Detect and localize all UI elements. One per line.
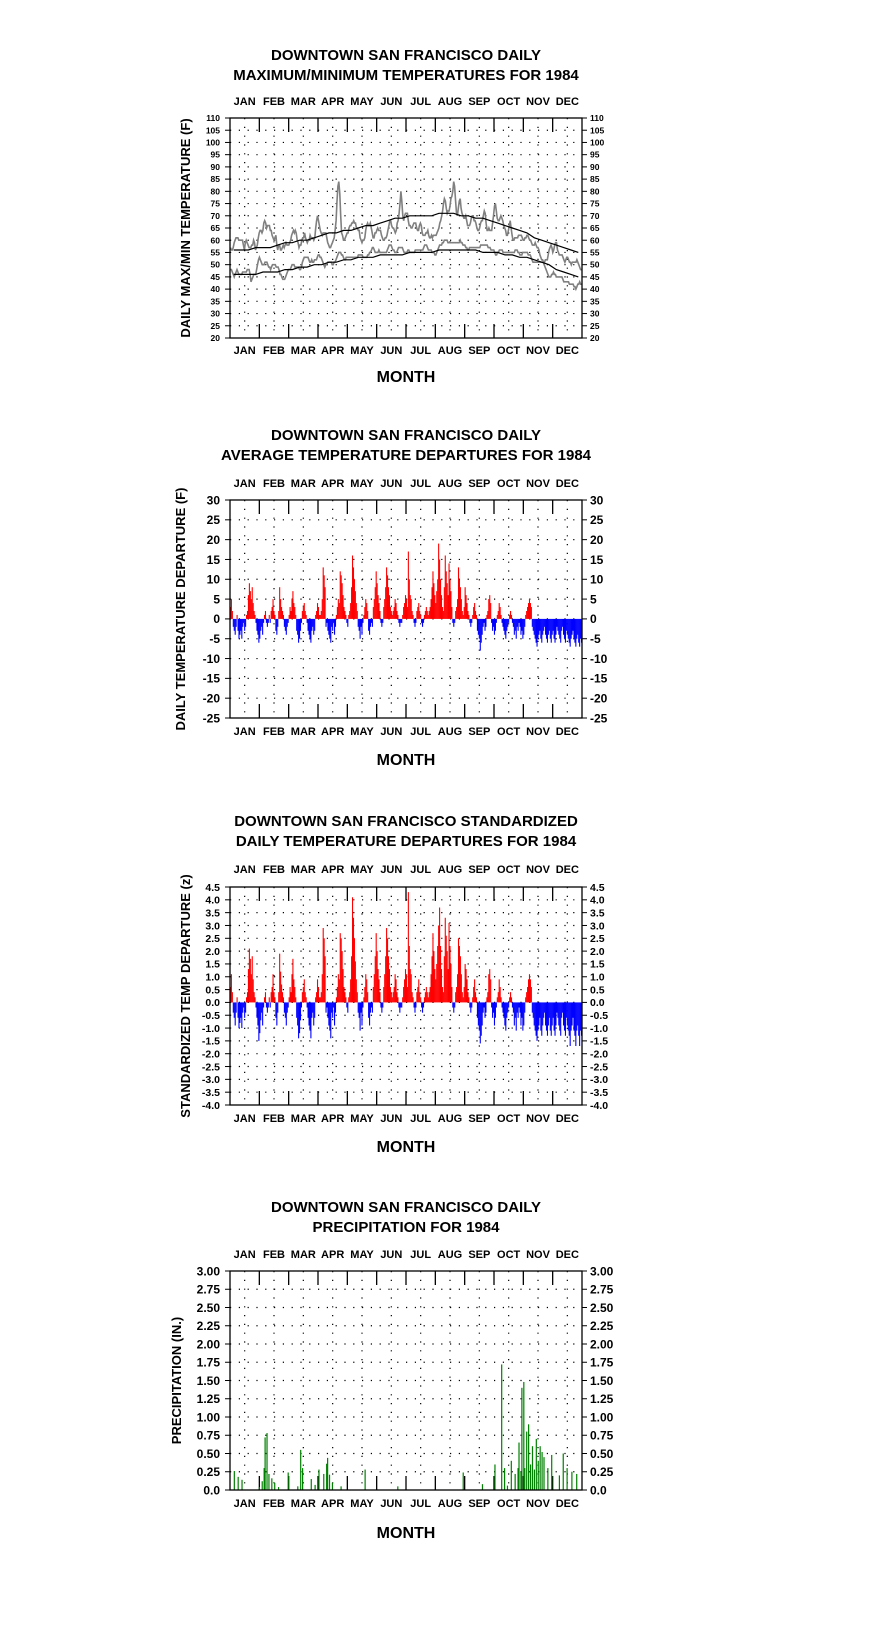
month-label-top: JUN [380,478,403,490]
month-label-bottom: JUL [410,1113,432,1125]
y-tick-label-left: -1.0 [201,1022,220,1035]
y-tick-label-left: -2.0 [201,1048,220,1061]
y-tick-label-right: 20 [590,333,600,344]
y-tick-label-left: 0.75 [196,1428,220,1443]
month-label-bottom: NOV [526,345,550,357]
y-tick-label-right: 110 [590,113,604,124]
y-tick-label-right: 10 [590,572,604,587]
month-label-top: JAN [233,1249,256,1261]
month-label-bottom: JAN [233,1498,256,1510]
y-tick-label-left: 30 [210,308,220,319]
month-label-bottom: FEB [263,345,285,357]
month-label-bottom: DEC [555,1498,579,1510]
month-label-top: MAY [350,864,374,876]
month-label-top: JUL [410,1249,432,1261]
y-tick-label-right: -25 [590,711,608,726]
month-label-bottom: JAN [233,726,256,738]
y-tick-label-left: 1.50 [196,1373,220,1388]
y-tick-label-left: 2.50 [196,1300,220,1315]
y-tick-label-left: 90 [210,161,220,172]
y-tick-label-left: 20 [210,333,220,344]
y-tick-label-left: 15 [206,552,220,567]
chart-title-line: DOWNTOWN SAN FRANCISCO DAILY [271,1199,541,1216]
y-tick-label-left: 0 [213,612,220,627]
month-label-top: NOV [526,478,550,490]
month-label-bottom: NOV [526,726,550,738]
y-tick-label-left: -3.0 [201,1074,220,1087]
y-tick-label-left: -0.5 [201,1010,220,1023]
y-tick-label-right: -2.5 [590,1061,609,1074]
month-label-top: DEC [555,1249,579,1261]
month-label-bottom: JUL [410,1498,432,1510]
y-tick-label-left: -10 [202,651,220,666]
y-tick-label-right: 4.0 [590,894,605,907]
month-label-bottom: JUN [380,726,403,738]
x-axis-label: MONTH [376,1525,436,1542]
month-label-top: MAR [290,1249,316,1261]
chart-title-line: DOWNTOWN SAN FRANCISCO DAILY [271,427,541,444]
y-tick-label-right: 1.0 [590,971,605,984]
y-tick-label-left: 2.75 [196,1282,220,1297]
y-tick-label-right: 1.00 [590,1410,614,1425]
y-axis-label: DAILY TEMPERATURE DEPARTURE (F) [173,487,188,731]
y-tick-label-left: 0.25 [196,1465,220,1480]
month-label-bottom: MAY [350,1113,374,1125]
y-tick-label-left: 3.5 [205,907,220,920]
y-tick-label-right: 50 [590,259,600,270]
series-line-4 [234,250,579,277]
month-label-bottom: APR [321,1498,345,1510]
y-tick-label-right: 1.25 [590,1392,614,1407]
month-label-bottom: MAY [350,345,374,357]
y-tick-label-right: -1.0 [590,1022,609,1035]
x-axis-label: MONTH [376,1139,436,1156]
y-tick-label-right: 0 [590,612,597,627]
month-label-top: SEP [468,96,491,108]
y-tick-label-left: 3.0 [205,920,220,933]
month-label-top: MAR [290,478,316,490]
month-label-bottom: MAR [290,726,316,738]
y-tick-label-left: 0.0 [205,997,220,1010]
series-line-1 [231,182,582,270]
month-label-top: JUN [380,1249,403,1261]
month-label-top: APR [321,1249,345,1261]
month-label-top: NOV [526,864,550,876]
y-tick-label-right: 0.50 [590,1446,614,1461]
y-tick-label-right: 55 [590,247,600,258]
month-label-top: JUL [410,478,432,490]
y-tick-label-right: 70 [590,210,600,221]
chart-4 [169,1199,614,1542]
y-tick-label-left: 85 [210,174,220,185]
y-tick-label-left: 80 [210,186,220,197]
y-tick-label-right: 0.25 [590,1465,614,1480]
y-tick-label-right: 0.0 [590,1483,607,1498]
x-axis-label: MONTH [376,752,436,769]
month-label-top: JUN [380,96,403,108]
month-label-bottom: JUL [410,345,432,357]
y-tick-label-right: 40 [590,284,600,295]
chart-title-line: MAXIMUM/MINIMUM TEMPERATURES FOR 1984 [233,67,579,84]
month-label-bottom: JUN [380,1113,403,1125]
y-tick-label-right: 2.25 [590,1319,614,1334]
chart-1 [178,47,604,386]
month-label-top: OCT [497,96,521,108]
y-tick-label-left: -2.5 [201,1061,220,1074]
month-label-bottom: MAR [290,345,316,357]
y-tick-label-left: 2.00 [196,1337,220,1352]
month-label-top: FEB [263,1249,285,1261]
y-tick-label-left: 35 [210,296,220,307]
y-tick-label-left: -25 [202,711,220,726]
chart-3 [178,813,608,1156]
y-tick-label-right: -15 [590,671,608,686]
y-tick-label-right: 15 [590,552,604,567]
month-label-top: JAN [233,96,256,108]
y-tick-label-left: 1.25 [196,1392,220,1407]
y-tick-label-left: 1.00 [196,1410,220,1425]
chart-2 [173,427,608,769]
chart-title-line: DAILY TEMPERATURE DEPARTURES FOR 1984 [235,833,577,850]
month-label-top: FEB [263,478,285,490]
chart-title-line: DOWNTOWN SAN FRANCISCO DAILY [271,47,541,64]
y-tick-label-left: 40 [210,284,220,295]
month-label-top: OCT [497,864,521,876]
y-axis-label: PRECIPITATION (IN.) [169,1316,184,1445]
month-label-bottom: AUG [437,345,463,357]
y-tick-label-left: 1.75 [196,1355,220,1370]
y-tick-label-left: 50 [210,259,220,270]
month-label-top: FEB [263,864,285,876]
y-tick-label-left: 4.0 [205,894,220,907]
month-label-bottom: JUL [410,726,432,738]
month-label-top: AUG [437,96,463,108]
y-tick-label-right: 2.75 [590,1282,614,1297]
y-tick-label-left: -1.5 [201,1035,220,1048]
y-tick-label-right: 45 [590,271,600,282]
y-tick-label-left: -5 [209,632,220,647]
month-label-bottom: JAN [233,1113,256,1125]
y-tick-label-right: 25 [590,513,604,528]
y-tick-label-left: 75 [210,198,220,209]
month-label-bottom: JUN [380,1498,403,1510]
y-tick-label-right: -5 [590,632,601,647]
month-label-top: JUL [410,96,432,108]
month-label-top: FEB [263,96,285,108]
y-tick-label-left: 4.5 [205,881,220,894]
month-label-top: JAN [233,864,256,876]
y-tick-label-left: 65 [210,223,220,234]
month-label-bottom: SEP [468,726,491,738]
y-tick-label-right: 105 [590,125,605,136]
month-label-top: APR [321,96,345,108]
month-label-top: SEP [468,1249,491,1261]
y-tick-label-left: 1.0 [205,971,220,984]
y-tick-label-left: -15 [202,671,220,686]
month-label-bottom: NOV [526,1498,550,1510]
y-tick-label-right: -3.0 [590,1074,609,1087]
month-label-bottom: FEB [263,1113,285,1125]
y-tick-label-left: 55 [210,247,220,258]
y-tick-label-right: 2.00 [590,1337,614,1352]
y-tick-label-right: 60 [590,235,600,246]
month-label-top: AUG [437,1249,463,1261]
month-label-bottom: MAY [350,1498,374,1510]
y-tick-label-right: 0.75 [590,1428,614,1443]
y-tick-label-left: 30 [206,493,220,508]
month-label-bottom: DEC [555,726,579,738]
y-tick-label-right: 1.75 [590,1355,614,1370]
chart-title-line: DOWNTOWN SAN FRANCISCO STANDARDIZED [234,813,578,830]
month-label-top: MAY [350,478,374,490]
y-tick-label-left: -20 [202,691,220,706]
month-label-top: JUN [380,864,403,876]
month-label-bottom: JUN [380,345,403,357]
y-tick-label-right: 1.5 [590,958,605,971]
y-tick-label-left: 110 [206,113,220,124]
month-label-top: AUG [437,864,463,876]
month-label-bottom: OCT [497,1113,521,1125]
month-label-top: APR [321,864,345,876]
y-tick-label-right: 3.5 [590,907,605,920]
y-tick-label-right: 2.5 [590,933,605,946]
y-tick-label-left: 10 [206,572,220,587]
month-label-bottom: OCT [497,726,521,738]
month-label-bottom: DEC [555,1113,579,1125]
y-tick-label-left: 100 [205,137,220,148]
month-label-top: SEP [468,864,491,876]
month-label-bottom: APR [321,726,345,738]
y-tick-label-left: 60 [210,235,220,246]
month-label-top: MAR [290,864,316,876]
month-label-top: JAN [233,478,256,490]
y-tick-label-right: 0.5 [590,984,605,997]
month-label-bottom: APR [321,345,345,357]
month-label-bottom: JAN [233,345,256,357]
y-tick-label-left: 0.0 [203,1483,220,1498]
y-tick-label-left: 2.0 [205,945,220,958]
month-label-top: JUL [410,864,432,876]
chart-title-line: AVERAGE TEMPERATURE DEPARTURES FOR 1984 [220,447,592,464]
y-tick-label-right: 20 [590,532,604,547]
y-tick-label-right: 100 [590,137,605,148]
month-label-bottom: MAR [290,1113,316,1125]
y-tick-label-right: 30 [590,308,600,319]
y-tick-label-left: 70 [210,210,220,221]
month-label-top: OCT [497,1249,521,1261]
month-label-bottom: OCT [497,1498,521,1510]
chart-title-line: PRECIPITATION FOR 1984 [312,1219,500,1236]
y-tick-label-right: -1.5 [590,1035,609,1048]
month-label-bottom: APR [321,1113,345,1125]
y-tick-label-right: 2.50 [590,1300,614,1315]
month-label-top: MAR [290,96,316,108]
y-tick-label-right: 30 [590,493,604,508]
y-tick-label-right: 90 [590,161,600,172]
y-tick-label-right: -0.5 [590,1010,609,1023]
month-label-bottom: FEB [263,726,285,738]
x-axis-label: MONTH [376,369,436,386]
y-tick-label-right: 85 [590,174,600,185]
y-tick-label-right: 25 [590,320,600,331]
y-tick-label-right: -4.0 [590,1099,609,1112]
y-tick-label-left: -4.0 [201,1099,220,1112]
month-label-bottom: AUG [437,726,463,738]
month-label-top: NOV [526,1249,550,1261]
y-tick-label-right: 5 [590,592,597,607]
month-label-top: SEP [468,478,491,490]
month-label-bottom: DEC [555,345,579,357]
y-tick-label-right: 0.0 [590,997,605,1010]
y-tick-label-right: 1.50 [590,1373,614,1388]
month-label-top: OCT [497,478,521,490]
y-tick-label-left: 0.50 [196,1446,220,1461]
y-tick-label-right: 35 [590,296,600,307]
y-tick-label-left: 2.5 [205,933,220,946]
y-tick-label-left: 3.00 [196,1264,220,1279]
y-tick-label-right: -10 [590,651,608,666]
y-axis-label: DAILY MAX/MIN TEMPERATURE (F) [178,118,193,338]
month-label-top: MAY [350,96,374,108]
y-tick-label-left: 20 [206,532,220,547]
month-label-bottom: NOV [526,1113,550,1125]
month-label-bottom: OCT [497,345,521,357]
y-tick-label-right: -2.0 [590,1048,609,1061]
y-tick-label-left: 0.5 [205,984,220,997]
y-tick-label-left: 45 [210,271,220,282]
y-tick-label-left: 2.25 [196,1319,220,1334]
y-axis-label: STANDARDIZED TEMP DEPARTURE (z) [178,874,193,1118]
y-tick-label-right: 80 [590,186,600,197]
month-label-top: NOV [526,96,550,108]
y-tick-label-right: 75 [590,198,600,209]
y-tick-label-right: 65 [590,223,600,234]
month-label-top: AUG [437,478,463,490]
month-label-top: DEC [555,478,579,490]
y-tick-label-right: -20 [590,691,608,706]
month-label-top: DEC [555,96,579,108]
y-tick-label-left: 5 [213,592,220,607]
y-tick-label-right: 95 [590,149,600,160]
y-tick-label-right: 2.0 [590,945,605,958]
y-tick-label-left: 25 [210,320,220,331]
y-tick-label-left: -3.5 [201,1086,220,1099]
y-tick-label-left: 95 [210,149,220,160]
month-label-top: DEC [555,864,579,876]
month-label-bottom: MAR [290,1498,316,1510]
y-tick-label-left: 1.5 [205,958,220,971]
month-label-bottom: SEP [468,345,491,357]
month-label-bottom: AUG [437,1498,463,1510]
y-tick-label-left: 25 [206,513,220,528]
y-tick-label-left: 105 [205,125,220,136]
month-label-top: MAY [350,1249,374,1261]
month-label-bottom: FEB [263,1498,285,1510]
y-tick-label-right: 3.00 [590,1264,614,1279]
y-tick-label-right: 4.5 [590,881,605,894]
month-label-top: APR [321,478,345,490]
y-tick-label-right: 3.0 [590,920,605,933]
month-label-bottom: SEP [468,1498,491,1510]
month-label-bottom: SEP [468,1113,491,1125]
month-label-bottom: MAY [350,726,374,738]
month-label-bottom: AUG [437,1113,463,1125]
y-tick-label-right: -3.5 [590,1086,609,1099]
